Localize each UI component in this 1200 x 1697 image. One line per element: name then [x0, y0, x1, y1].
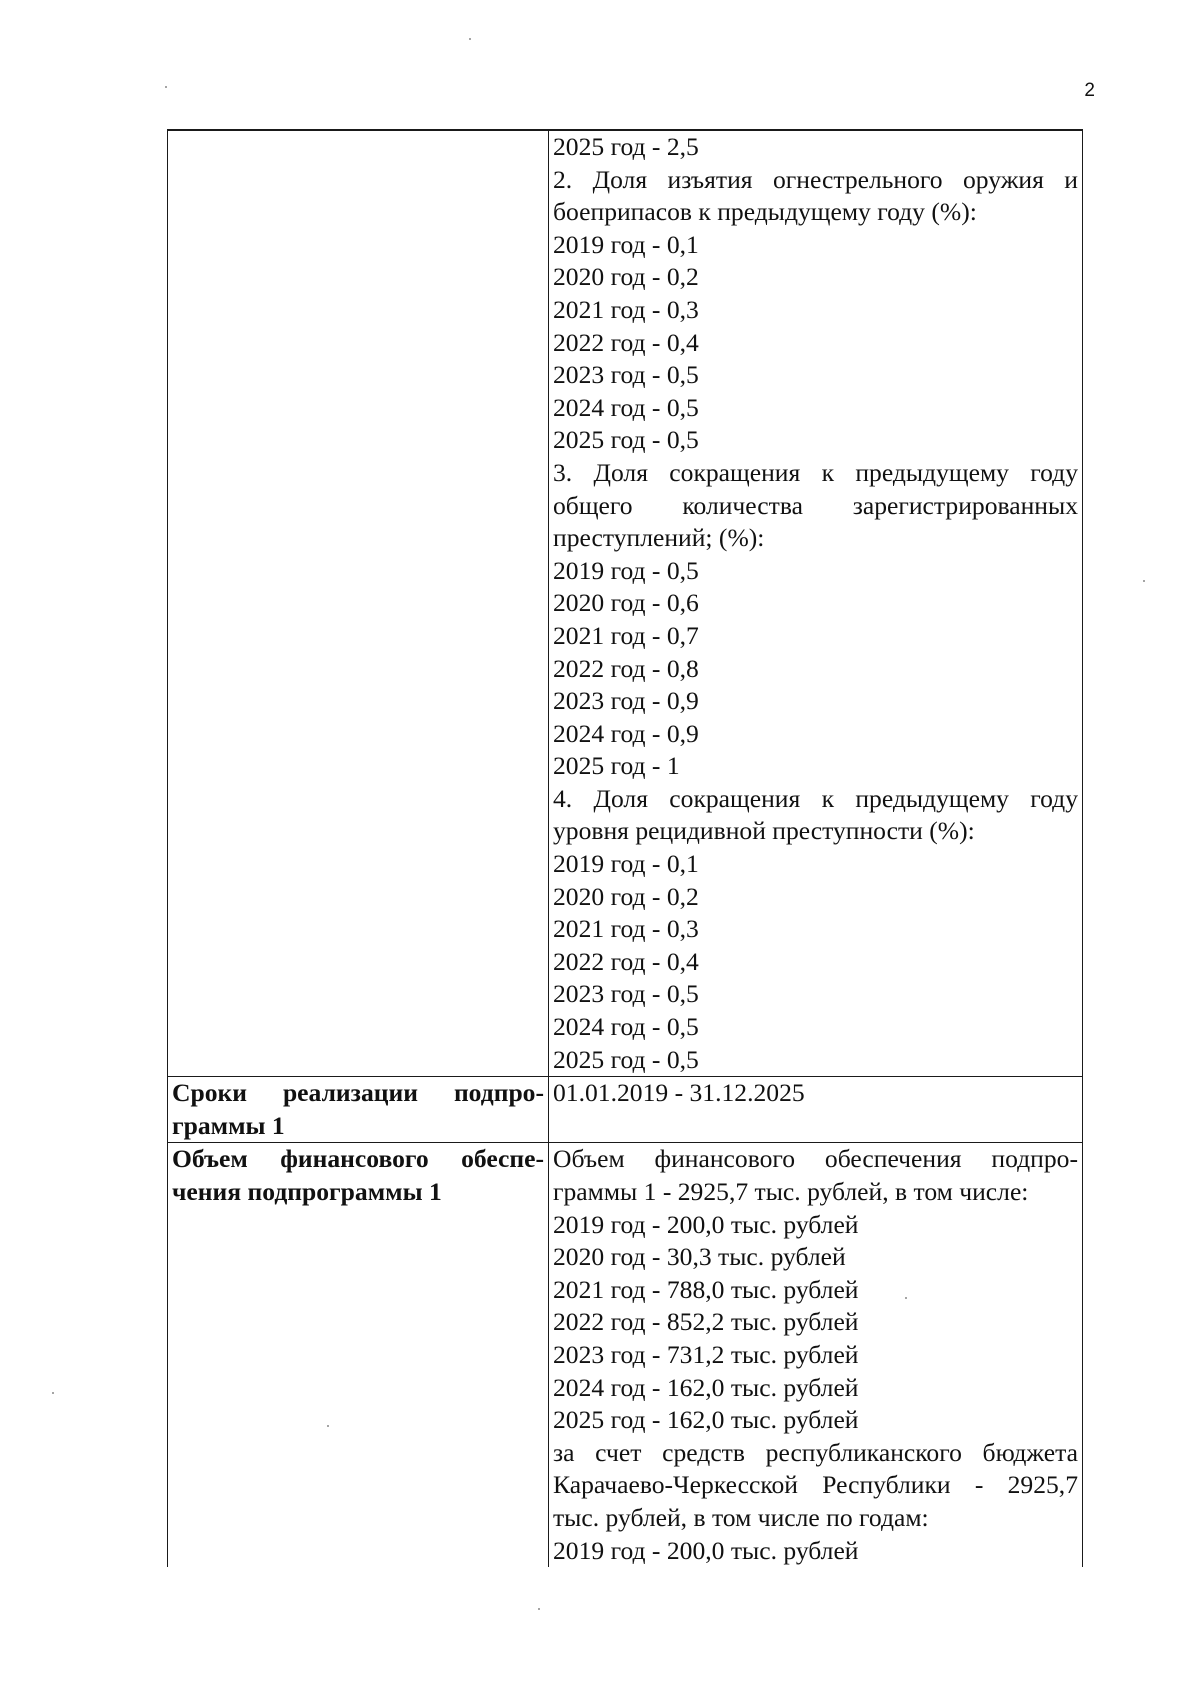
indicator4-year-value: 2020 год - 0,2 [553, 881, 699, 911]
indicator4-year-value: 2023 год - 0,5 [553, 979, 699, 1009]
funding-value-cell [549, 1143, 1083, 1567]
scan-speck [538, 1608, 540, 1610]
terms-label-line: Сроки реализации подпро- [172, 1078, 544, 1108]
funding-intro-line: граммы 1 - 2925,7 тыс. рублей, в том числе: [553, 1177, 1029, 1206]
indicator4-year-value: 2021 год - 0,3 [553, 914, 699, 944]
funding-year-value: 2023 год - 731,2 тыс. рублей [553, 1339, 859, 1369]
funding-intro-line: Объем финансового обеспечения подпро- [553, 1144, 1078, 1174]
funding-year-value: 2025 год - 162,0 тыс. рублей [553, 1405, 859, 1435]
funding-budget-line: Карачаево-Черкесской Республики - 2925,7 [553, 1470, 1078, 1500]
indicator4-year-value: 2025 год - 0,5 [553, 1044, 699, 1074]
indicator2-year-value: 2022 год - 0,4 [553, 327, 699, 357]
indicator4-year-value: 2019 год - 0,1 [553, 849, 699, 879]
indicator4-year-value: 2024 год - 0,5 [553, 1012, 699, 1042]
indicator3-year-value: 2019 год - 0,5 [553, 555, 699, 585]
funding-budget-line: за счет средств республиканского бюджета [553, 1437, 1078, 1467]
indicator2-title-line: 2. Доля изъятия огнестрельного оружия и [553, 164, 1078, 194]
terms-value: 01.01.2019 - 31.12.2025 [553, 1078, 805, 1108]
terms-label-cell [168, 1077, 549, 1143]
indicators-value-cell [549, 130, 1083, 1077]
indicator2-year-value: 2025 год - 0,5 [553, 425, 699, 455]
indicator3-title-line: 3. Доля сокращения к предыдущему году [553, 457, 1078, 487]
funding-year-value: 2020 год - 30,3 тыс. рублей [553, 1242, 846, 1272]
page-number: 2 [1084, 80, 1095, 101]
funding-row [168, 1143, 1083, 1567]
indicator3-title-line: преступлений; (%): [553, 523, 765, 553]
indicator2-year-value: 2021 год - 0,3 [553, 294, 699, 324]
indicators-label-cell [168, 130, 549, 1077]
indicator2-year-value: 2023 год - 0,5 [553, 360, 699, 390]
indicator2-title-line: боеприпасов к предыдущему году (%): [553, 197, 977, 227]
indicator3-year-value: 2024 год - 0,9 [553, 718, 699, 748]
scan-speck [1143, 580, 1145, 582]
funding-year-value: 2021 год - 788,0 тыс. рублей [553, 1274, 859, 1304]
indicator2-year-value: 2024 год - 0,5 [553, 392, 699, 422]
terms-row [168, 1077, 1083, 1143]
indicator2-year-value: 2019 год - 0,1 [553, 229, 699, 259]
indicator3-year-value: 2023 год - 0,9 [553, 686, 699, 716]
indicator4-year-value: 2022 год - 0,4 [553, 946, 699, 976]
funding-label-line: Объем финансового обеспе- [172, 1144, 544, 1174]
indicator2-year-value: 2020 год - 0,2 [553, 262, 699, 292]
indicator4-title-line: уровня рецидивной преступности (%): [553, 816, 975, 846]
passport-table [167, 129, 1083, 1567]
terms-value-cell [549, 1077, 1083, 1143]
indicator3-year-value: 2022 год - 0,8 [553, 653, 699, 683]
funding-budget-line: тыс. рублей, в том числе по годам: [553, 1502, 929, 1532]
indicator3-year-value: 2021 год - 0,7 [553, 620, 699, 650]
funding-year-value: 2019 год - 200,0 тыс. рублей [553, 1209, 859, 1239]
indicators-row [168, 130, 1083, 1077]
funding-year-value: 2024 год - 162,0 тыс. рублей [553, 1372, 859, 1402]
indicator4-title-line: 4. Доля сокращения к предыдущему году [553, 783, 1078, 813]
scan-speck [469, 38, 471, 40]
terms-label-line: граммы 1 [172, 1110, 285, 1140]
scan-speck [52, 1392, 54, 1394]
funding-label-line: чения подпрограммы 1 [172, 1177, 442, 1206]
funding-year-value: 2022 год - 852,2 тыс. рублей [553, 1307, 859, 1337]
indicator3-title-line: общего количества зарегистрированных [553, 490, 1078, 520]
funding-label-cell [168, 1143, 549, 1567]
indicator3-year-value: 2025 год - 1 [553, 751, 680, 781]
indicator3-year-value: 2020 год - 0,6 [553, 588, 699, 618]
funding-budget-year-value: 2019 год - 200,0 тыс. рублей [553, 1535, 859, 1565]
indicator1-last-year: 2025 год - 2,5 [553, 132, 699, 161]
scan-speck [165, 86, 167, 88]
